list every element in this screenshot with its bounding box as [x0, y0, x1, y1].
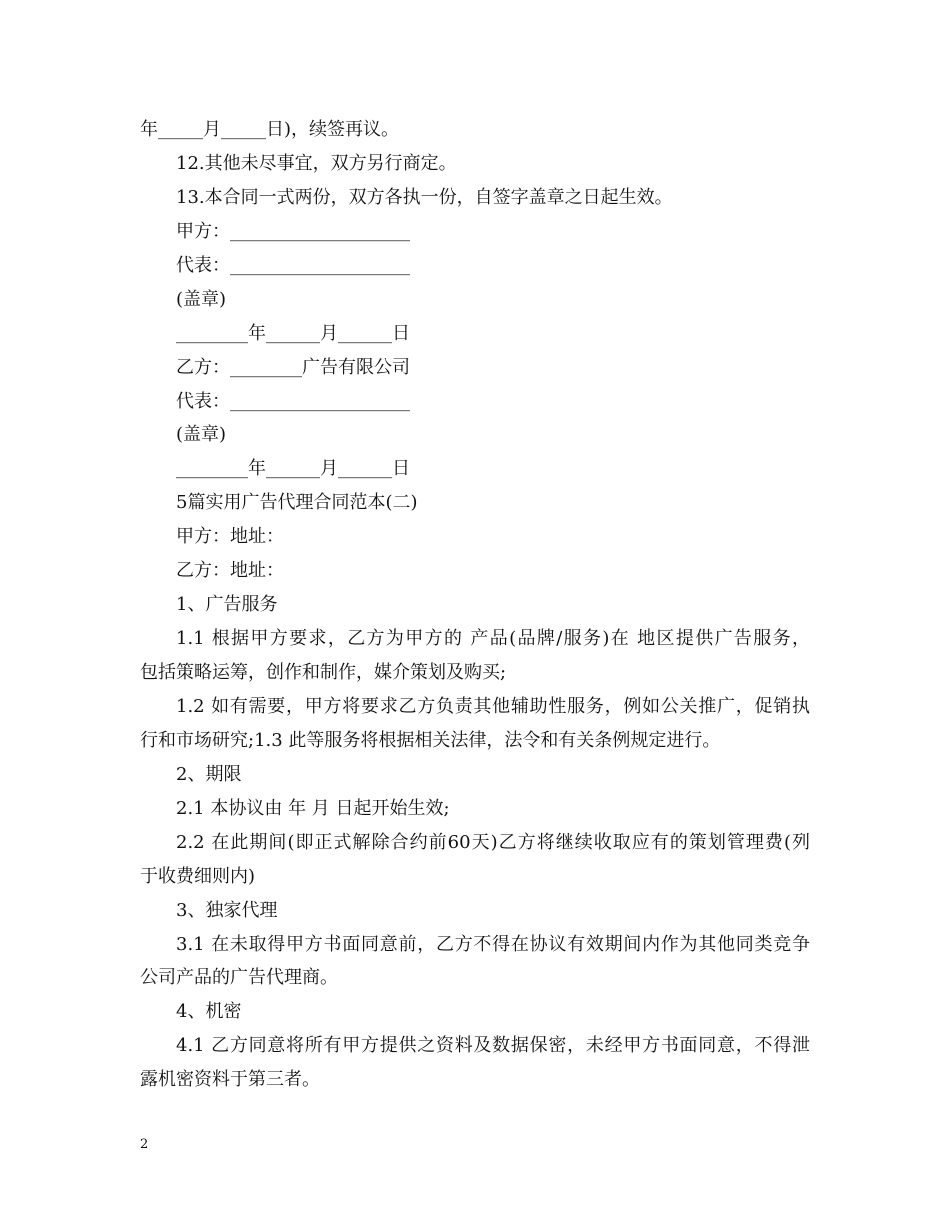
paragraph-line: 甲方：地址： [176, 526, 284, 548]
paragraph-line: ________年______月______日 [176, 322, 410, 344]
paragraph-line: 3、独家代理 [176, 899, 278, 921]
paragraph-line: 3.1 在未取得甲方书面同意前，乙方不得在协议有效期间内作为其他同类竞争 [176, 933, 810, 955]
heading-exclusive-agency [140, 894, 810, 928]
party-a-representative-line [140, 249, 810, 283]
paragraph-line: (盖章) [176, 424, 227, 446]
paragraph-line: 2.2 在此期间(即正式解除合约前60天)乙方将继续收取应有的策划管理费(列 [176, 831, 810, 853]
heading-advertising-services [140, 588, 810, 622]
paragraph-line: 5篇实用广告代理合同范本(二) [176, 492, 418, 514]
paragraph-line: 露机密资料于第三者。 [140, 1069, 320, 1091]
paragraph-line: ________年______月______日 [176, 458, 410, 480]
paragraph-line: 公司产品的广告代理商。 [140, 967, 338, 989]
paragraph-line: 1、广告服务 [176, 594, 278, 616]
paragraph-line: 包括策略运筹，创作和制作，媒介策划及购买; [140, 662, 507, 683]
paragraph-line: 代表：____________________ [176, 254, 410, 276]
clause-3-1 [140, 928, 810, 996]
heading-confidentiality [140, 995, 810, 1029]
clause-1-2 [140, 690, 810, 758]
paragraph-line: 2、期限 [176, 763, 242, 785]
contract-template-title [140, 486, 810, 520]
paragraph-line: 于收费细则内) [140, 865, 256, 887]
clause-13 [140, 181, 810, 215]
clause-12 [140, 147, 810, 181]
document-body [140, 113, 810, 1097]
paragraph-line: 4.1 乙方同意将所有甲方提供之资料及数据保密，未经甲方书面同意，不得泄 [176, 1035, 810, 1057]
clause-4-1 [140, 1029, 810, 1097]
party-b-seal-label [140, 418, 810, 452]
paragraph-line: 1.2 如有需要，甲方将要求乙方负责其他辅助性服务，例如公关推广，促销执 [176, 695, 810, 717]
party-a-seal-label [140, 283, 810, 317]
party-b-date-line [140, 452, 810, 486]
paragraph-line: 1.1 根据甲方要求，乙方为甲方的 产品(品牌/服务)在 地区提供广告服务， [176, 628, 810, 650]
party-b-representative-line [140, 385, 810, 419]
party-b-signature-line [140, 351, 810, 385]
paragraph-line: 行和市场研究;1.3 此等服务将根据相关法律，法令和有关条例规定进行。 [140, 729, 721, 751]
party-a-date-line [140, 317, 810, 351]
paragraph-line: 13.本合同一式两份，双方各执一份，自签字盖章之日起生效。 [176, 186, 673, 208]
paragraph-line: 2.1 本协议由 年 月 日起开始生效; [176, 797, 450, 819]
heading-term [140, 758, 810, 792]
paragraph-line: 4、机密 [176, 1001, 242, 1023]
paragraph-line: 12.其他未尽事宜，双方另行商定。 [176, 152, 457, 174]
page-number: 2 [140, 1137, 149, 1152]
clause-2-1 [140, 792, 810, 826]
paragraph-line: 年_____月_____日)，续签再议。 [140, 119, 400, 140]
party-b-address [140, 554, 810, 588]
clause-1-1 [140, 622, 810, 690]
party-a-address [140, 520, 810, 554]
paragraph-line: 乙方：________广告有限公司 [176, 356, 410, 378]
paragraph-line: (盖章) [176, 288, 227, 310]
paragraph-line: 代表：____________________ [176, 390, 410, 412]
continuation-text [140, 113, 810, 147]
party-a-signature-line [140, 215, 810, 249]
clause-2-2 [140, 826, 810, 894]
paragraph-line: 甲方：____________________ [176, 220, 410, 242]
paragraph-line: 乙方：地址： [176, 560, 284, 582]
